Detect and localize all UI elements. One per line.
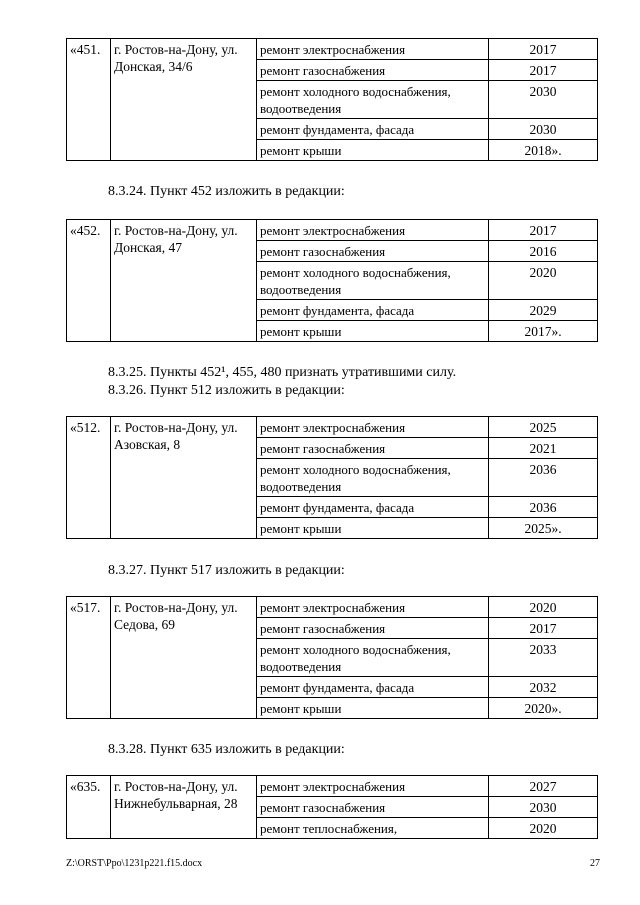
work-type: ремонт газоснабжения [257, 797, 489, 818]
table-item-452 [66, 219, 598, 342]
work-year: 2027 [489, 776, 598, 797]
work-year: 2017 [489, 39, 598, 60]
work-year: 2029 [489, 300, 598, 321]
paragraph-8-3-26: 8.3.26. Пункт 512 изложить в редакции: [108, 383, 345, 398]
work-type: ремонт газоснабжения [257, 60, 489, 81]
work-year: 2020 [489, 262, 598, 300]
work-type: ремонт крыши [257, 321, 489, 342]
item-address: г. Ростов-на-Дону, ул. Седова, 69 [111, 597, 257, 719]
item-address: г. Ростов-на-Дону, ул. Азовская, 8 [111, 417, 257, 539]
work-type: ремонт холодного водоснабжения, водоотведения [257, 81, 489, 119]
work-year: 2036 [489, 497, 598, 518]
work-type: ремонт электроснабжения [257, 39, 489, 60]
work-type: ремонт электроснабжения [257, 417, 489, 438]
item-address: г. Ростов-на-Дону, ул. Донская, 47 [111, 220, 257, 342]
table-item-517 [66, 596, 598, 719]
table-item-512 [66, 416, 598, 539]
work-year: 2021 [489, 438, 598, 459]
item-number: «635. [67, 776, 111, 839]
paragraph-8-3-25: 8.3.25. Пункты 452¹, 455, 480 признать утратившими силу. [108, 365, 457, 380]
work-type: ремонт крыши [257, 518, 489, 539]
work-year: 2025». [489, 518, 598, 539]
work-type: ремонт газоснабжения [257, 241, 489, 262]
work-year: 2017 [489, 60, 598, 81]
work-year: 2018». [489, 140, 598, 161]
work-type: ремонт фундамента, фасада [257, 677, 489, 698]
work-year: 2017». [489, 321, 598, 342]
work-year: 2017 [489, 618, 598, 639]
item-address: г. Ростов-на-Дону, ул. Нижнебульварная, 28 [111, 776, 257, 839]
work-type: ремонт электроснабжения [257, 776, 489, 797]
work-type: ремонт газоснабжения [257, 618, 489, 639]
paragraph-8-3-24: 8.3.24. Пункт 452 изложить в редакции: [108, 184, 345, 199]
work-year: 2033 [489, 639, 598, 677]
work-year: 2025 [489, 417, 598, 438]
work-year: 2016 [489, 241, 598, 262]
work-year: 2020». [489, 698, 598, 719]
item-number: «451. [67, 39, 111, 161]
work-year: 2032 [489, 677, 598, 698]
work-year: 2036 [489, 459, 598, 497]
item-number: «452. [67, 220, 111, 342]
work-type: ремонт фундамента, фасада [257, 497, 489, 518]
footer-file-path: Z:\ORST\Ppo\1231p221.f15.docx [66, 858, 203, 869]
work-type: ремонт фундамента, фасада [257, 119, 489, 140]
item-number: «517. [67, 597, 111, 719]
footer-page-number: 27 [590, 858, 600, 869]
work-type: ремонт электроснабжения [257, 597, 489, 618]
work-type: ремонт крыши [257, 140, 489, 161]
work-year: 2020 [489, 818, 598, 839]
work-year: 2030 [489, 119, 598, 140]
item-number: «512. [67, 417, 111, 539]
work-type: ремонт крыши [257, 698, 489, 719]
table-item-451 [66, 38, 598, 161]
item-address: г. Ростов-на-Дону, ул. Донская, 34/6 [111, 39, 257, 161]
work-year: 2020 [489, 597, 598, 618]
work-type: ремонт газоснабжения [257, 438, 489, 459]
work-year: 2017 [489, 220, 598, 241]
table-item-635 [66, 775, 598, 839]
work-type: ремонт фундамента, фасада [257, 300, 489, 321]
paragraph-8-3-28: 8.3.28. Пункт 635 изложить в редакции: [108, 742, 345, 757]
work-type: ремонт холодного водоснабжения, водоотведения [257, 459, 489, 497]
work-type: ремонт холодного водоснабжения, водоотведения [257, 639, 489, 677]
work-year: 2030 [489, 797, 598, 818]
work-type: ремонт теплоснабжения, [257, 818, 489, 839]
work-type: ремонт холодного водоснабжения, водоотведения [257, 262, 489, 300]
paragraph-8-3-27: 8.3.27. Пункт 517 изложить в редакции: [108, 563, 345, 578]
work-type: ремонт электроснабжения [257, 220, 489, 241]
work-year: 2030 [489, 81, 598, 119]
